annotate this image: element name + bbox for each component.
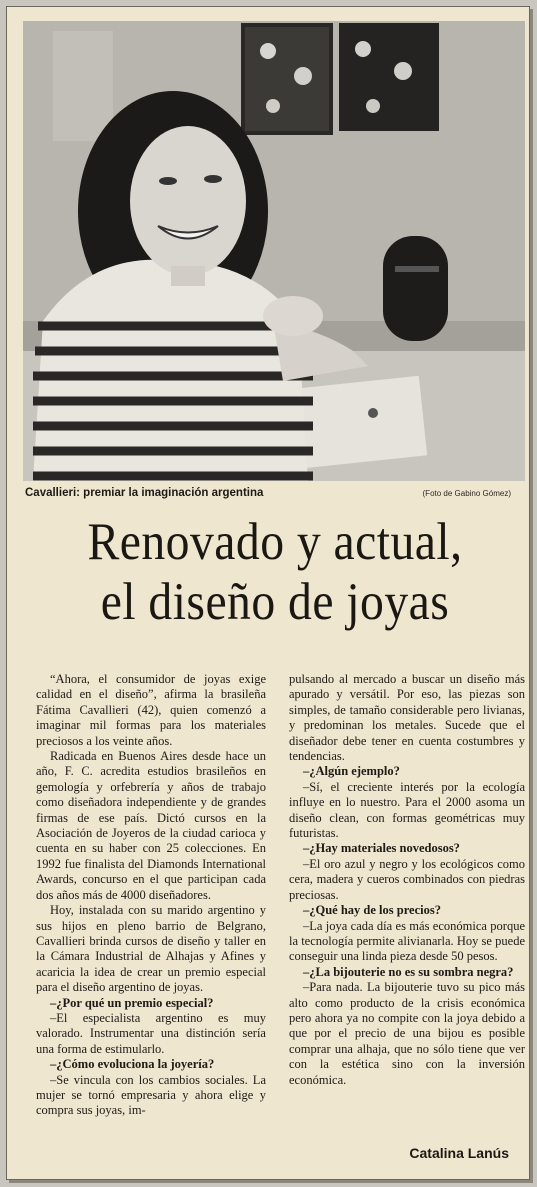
article-column-left [36, 672, 266, 1119]
article-paragraph: –El especialista argentino es muy valorado. Instrumentar una distinción sería una forma de estimularlo. [36, 1010, 266, 1056]
article-paragraph: –Para nada. La bijouterie tuvo su pico más alto como producto de la crisis económica pero ahora ya no compite con la joya debido a que por el precio de una bijou es posible comprar una alhaja, que no sólo tiene que ver con la estética sino con la inversión económica. [289, 980, 525, 1087]
photo-credit: (Foto de Gabino Gómez) [422, 489, 511, 498]
interview-question: –¿Hay materiales novedosos? [303, 841, 460, 856]
interview-question: –¿Por qué un premio especial? [50, 995, 214, 1010]
article-paragraph: –Se vincula con los cambios sociales. La mujer se tornó empresaria y ahora elige y compra sus joyas, im- [36, 1072, 266, 1118]
headline-line-2: el diseño de joyas [100, 573, 450, 631]
article-paragraph: Radicada en Buenos Aires desde hace un año, F. C. acredita estudios brasileños en gemología y orfebrería y años de trabajo como diseñadora independiente y de grandes firmas de ese país. Dictó cursos en la Asociación de Joyeros de la ciudad carioca y cuenta en su haber con 25 colecciones. En 1992 fue finalista del Diamonds International Awards, concurso en el que participan cada dos años más de 4000 diseñadores. [36, 749, 266, 902]
article-photo [23, 21, 525, 481]
article-paragraph: –Sí, el creciente interés por la ecología influye en lo nuestro. Para el 2000 asoma un diseño clean, con formas geométricas muy futuristas. [289, 779, 525, 841]
interview-question: –¿Algún ejemplo? [303, 764, 400, 779]
article-paragraph: “Ahora, el consumidor de joyas exige calidad en el diseño”, afirma la brasileña Fátima Cavallieri (42), quien comenzó a imaginar mil formas para los materiales preciosos a los veinte años. [36, 672, 266, 748]
headline [50, 512, 500, 632]
article-paragraph: –La joya cada día es más económica porque la tecnología permite alivianarla. Hoy se puede conseguir una linda pieza desde 50 pesos. [289, 918, 525, 964]
article-paragraph: pulsando al mercado a buscar un diseño más apurado y versátil. Por eso, las piezas son simples, de tamaño considerable pero livianas, y predominan los metales. Sucede que el diseñador debe tener en cuenta costumbres y tendencias. [289, 672, 525, 764]
headline-line-1: Renovado y actual, [87, 513, 463, 571]
author-byline: Catalina Lanús [409, 1145, 509, 1161]
article-paragraph: Hoy, instalada con su marido argentino y sus hijos en pleno barrio de Belgrano, Cavallieri brinda cursos de diseño y taller en la Cámara Industrial de Alhajas y Afines y acaricia la idea de crear un premio especial para el diseño argentino de joyas. [36, 903, 266, 995]
interview-question: –¿Qué hay de los precios? [303, 903, 441, 918]
photo-caption: Cavallieri: premiar la imaginación argentina [25, 487, 264, 499]
article-paragraph: –El oro azul y negro y los ecológicos como cera, madera y cueros combinados con piedras preciosas. [289, 856, 525, 902]
interview-question: –¿Cómo evoluciona la joyería? [50, 1057, 215, 1072]
newspaper-clipping [6, 6, 530, 1180]
photo-woman-jewelry-designer [23, 21, 525, 481]
interview-question: –¿La bijouterie no es su sombra negra? [303, 964, 514, 979]
article-column-right [289, 672, 525, 1088]
